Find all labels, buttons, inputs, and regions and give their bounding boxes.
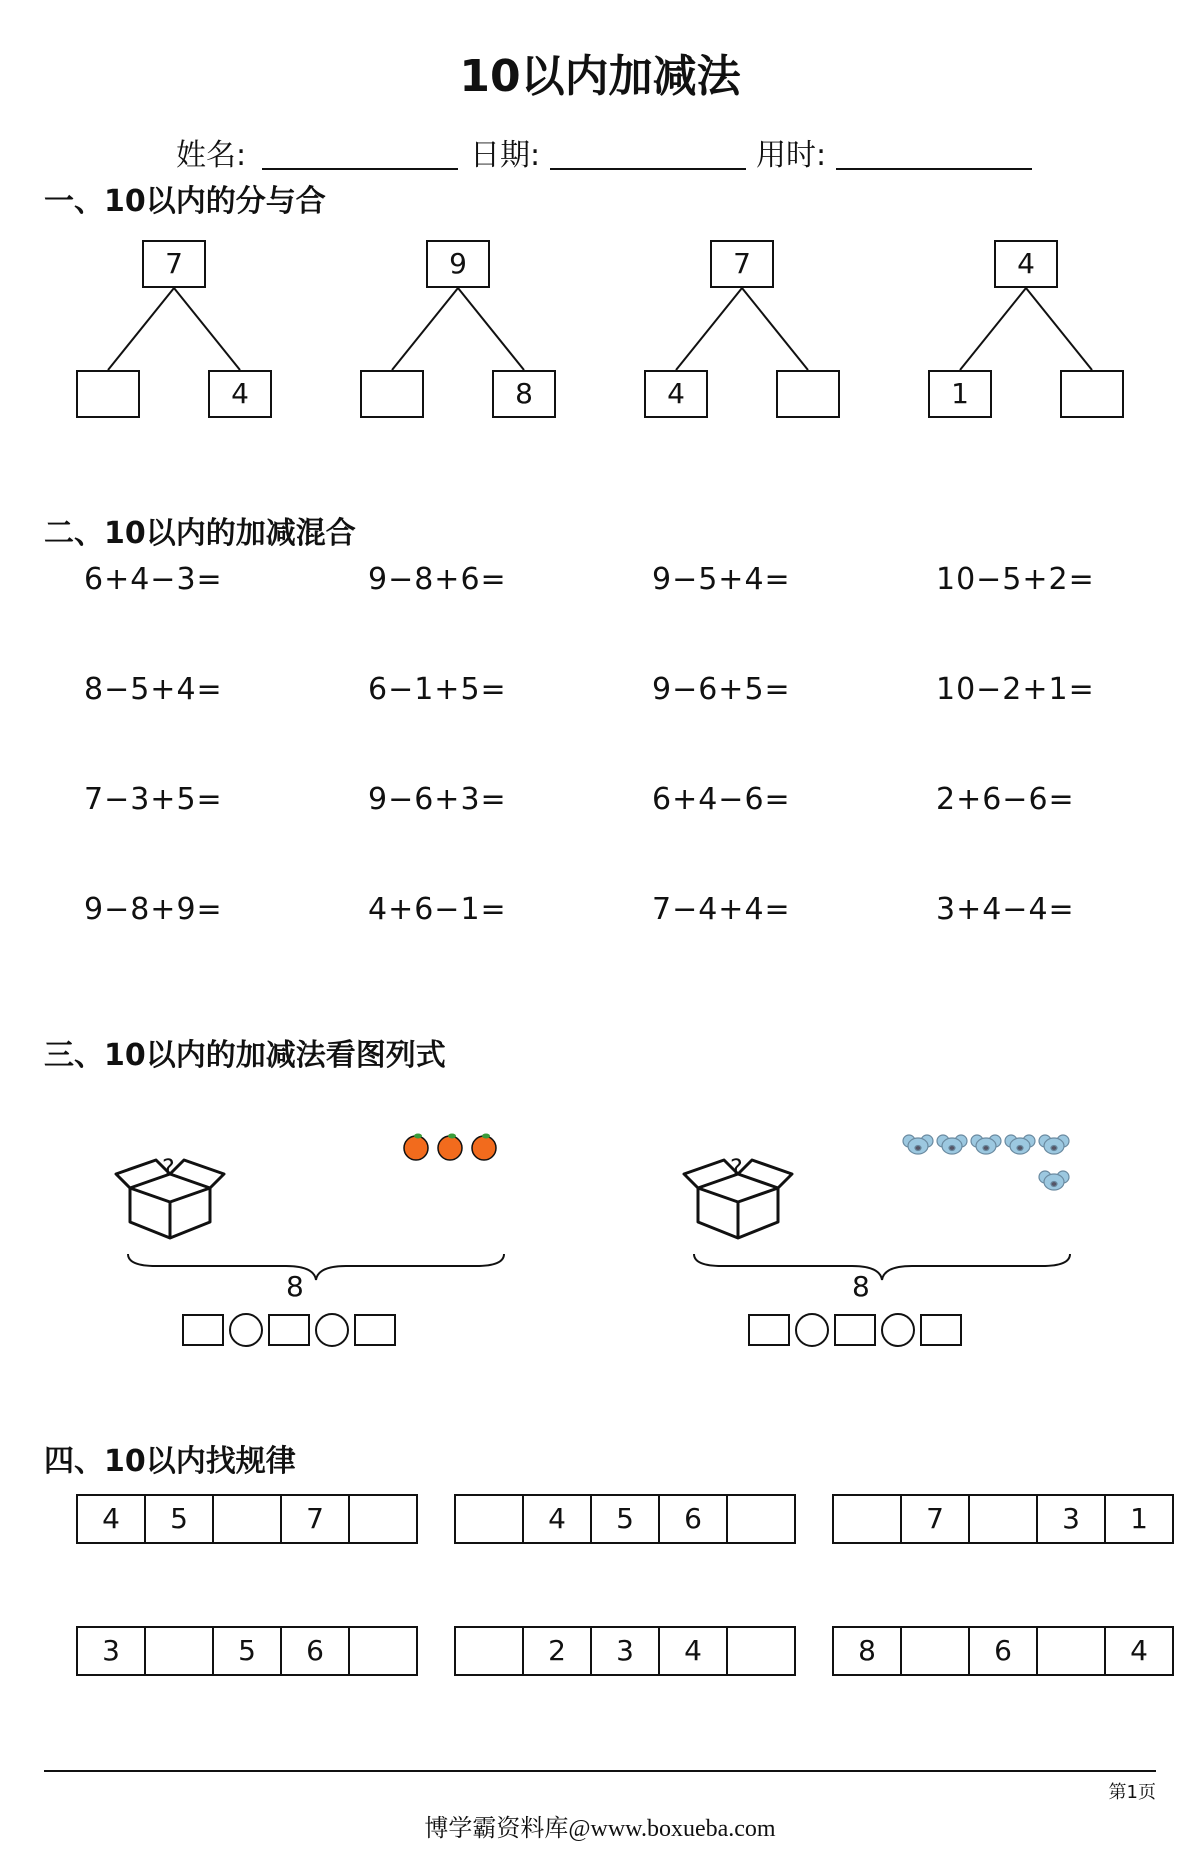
answer-box[interactable] — [182, 1314, 224, 1346]
section-2-heading: 二、10以内的加减混合 — [44, 516, 356, 551]
koala-icon — [900, 1128, 1080, 1208]
orange-icon — [398, 1128, 508, 1166]
sequence-cell[interactable]: 6 — [970, 1628, 1038, 1674]
sequence-row — [832, 1494, 1174, 1544]
equation: 10−2+1= — [936, 672, 1095, 707]
operator-circle[interactable] — [795, 1313, 829, 1347]
tree-top-box: 9 — [426, 240, 490, 288]
equation: 6+4−6= — [652, 782, 791, 817]
box-question-mark: ? — [162, 1154, 175, 1182]
sequence-cell[interactable]: 5 — [214, 1628, 282, 1674]
sequence-row — [76, 1626, 418, 1676]
page-title: 10以内加减法 — [459, 51, 741, 102]
sequence-cell[interactable]: 6 — [282, 1628, 350, 1674]
brace — [692, 1252, 1072, 1282]
answer-box[interactable] — [748, 1314, 790, 1346]
equation: 2+6−6= — [936, 782, 1075, 817]
page-number: 第1页 — [1108, 1782, 1156, 1803]
answer-box[interactable] — [354, 1314, 396, 1346]
sequence-cell[interactable] — [350, 1628, 416, 1674]
tree-left-box[interactable] — [76, 370, 140, 418]
equation: 3+4−4= — [936, 892, 1075, 927]
date-label: 日期: — [470, 138, 541, 173]
sequence-cell[interactable] — [214, 1496, 282, 1542]
site-credit: 博学霸资料库@www.boxueba.com — [424, 1816, 776, 1842]
sequence-cell[interactable] — [902, 1628, 970, 1674]
equation: 9−6+5= — [652, 672, 791, 707]
sequence-cell[interactable]: 5 — [592, 1496, 660, 1542]
equation: 4+6−1= — [368, 892, 507, 927]
sequence-cell[interactable]: 3 — [78, 1628, 146, 1674]
sequence-cell[interactable]: 8 — [834, 1628, 902, 1674]
tree-left-box[interactable]: 4 — [644, 370, 708, 418]
equation: 7−4+4= — [652, 892, 791, 927]
sequence-cell[interactable] — [456, 1628, 524, 1674]
sequence-cell[interactable] — [728, 1496, 794, 1542]
tree-right-box[interactable]: 8 — [492, 370, 556, 418]
sequence-cell[interactable]: 3 — [1038, 1496, 1106, 1542]
tree-left-box[interactable]: 1 — [928, 370, 992, 418]
tree-right-box[interactable] — [776, 370, 840, 418]
tree-top-box: 7 — [142, 240, 206, 288]
brace — [126, 1252, 506, 1282]
sequence-cell[interactable]: 4 — [660, 1628, 728, 1674]
sequence-cell[interactable]: 3 — [592, 1628, 660, 1674]
equation: 10−5+2= — [936, 562, 1095, 597]
tree-right-box[interactable] — [1060, 370, 1124, 418]
equation: 7−3+5= — [84, 782, 223, 817]
section-4-heading: 四、10以内找规律 — [44, 1444, 296, 1479]
sequence-cell[interactable] — [1038, 1628, 1106, 1674]
footer-divider — [44, 1770, 1156, 1772]
sequence-cell[interactable] — [834, 1496, 902, 1542]
sequence-cell[interactable] — [456, 1496, 524, 1542]
sequence-cell[interactable] — [970, 1496, 1038, 1542]
sequence-row — [832, 1626, 1174, 1676]
equation: 9−8+6= — [368, 562, 507, 597]
answer-box[interactable] — [834, 1314, 876, 1346]
sequence-cell[interactable] — [728, 1628, 794, 1674]
equation: 8−5+4= — [84, 672, 223, 707]
sequence-cell[interactable]: 4 — [1130, 1634, 1148, 1667]
sequence-cell[interactable]: 4 — [78, 1496, 146, 1542]
tree-top-box: 7 — [710, 240, 774, 288]
sequence-cell[interactable]: 7 — [902, 1496, 970, 1542]
sequence-cell[interactable] — [350, 1496, 416, 1542]
operator-circle[interactable] — [229, 1313, 263, 1347]
section-3-heading: 三、10以内的加减法看图列式 — [44, 1038, 446, 1073]
answer-box[interactable] — [268, 1314, 310, 1346]
total-label: 8 — [286, 1270, 304, 1303]
total-label: 8 — [852, 1270, 870, 1303]
sequence-cell[interactable]: 2 — [524, 1628, 592, 1674]
name-label: 姓名: — [176, 138, 247, 173]
operator-circle[interactable] — [881, 1313, 915, 1347]
operator-circle[interactable] — [315, 1313, 349, 1347]
answer-box[interactable] — [920, 1314, 962, 1346]
sequence-cell[interactable]: 5 — [146, 1496, 214, 1542]
tree-top-box: 4 — [994, 240, 1058, 288]
sequence-cell[interactable]: 7 — [282, 1496, 350, 1542]
sequence-cell[interactable]: 4 — [524, 1496, 592, 1542]
equation: 9−6+3= — [368, 782, 507, 817]
tree-left-box[interactable] — [360, 370, 424, 418]
sequence-row — [76, 1494, 418, 1544]
time-label: 用时: — [756, 138, 827, 173]
equation: 6−1+5= — [368, 672, 507, 707]
sequence-row — [454, 1626, 796, 1676]
tree-right-box[interactable]: 4 — [208, 370, 272, 418]
equation: 6+4−3= — [84, 562, 223, 597]
sequence-cell[interactable] — [146, 1628, 214, 1674]
sequence-cell[interactable]: 1 — [1130, 1502, 1148, 1535]
equation: 9−5+4= — [652, 562, 791, 597]
sequence-cell[interactable]: 6 — [660, 1496, 728, 1542]
box-question-mark: ? — [730, 1154, 743, 1182]
sequence-row — [454, 1494, 796, 1544]
equation: 9−8+9= — [84, 892, 223, 927]
section-1-heading: 一、10以内的分与合 — [44, 184, 326, 219]
